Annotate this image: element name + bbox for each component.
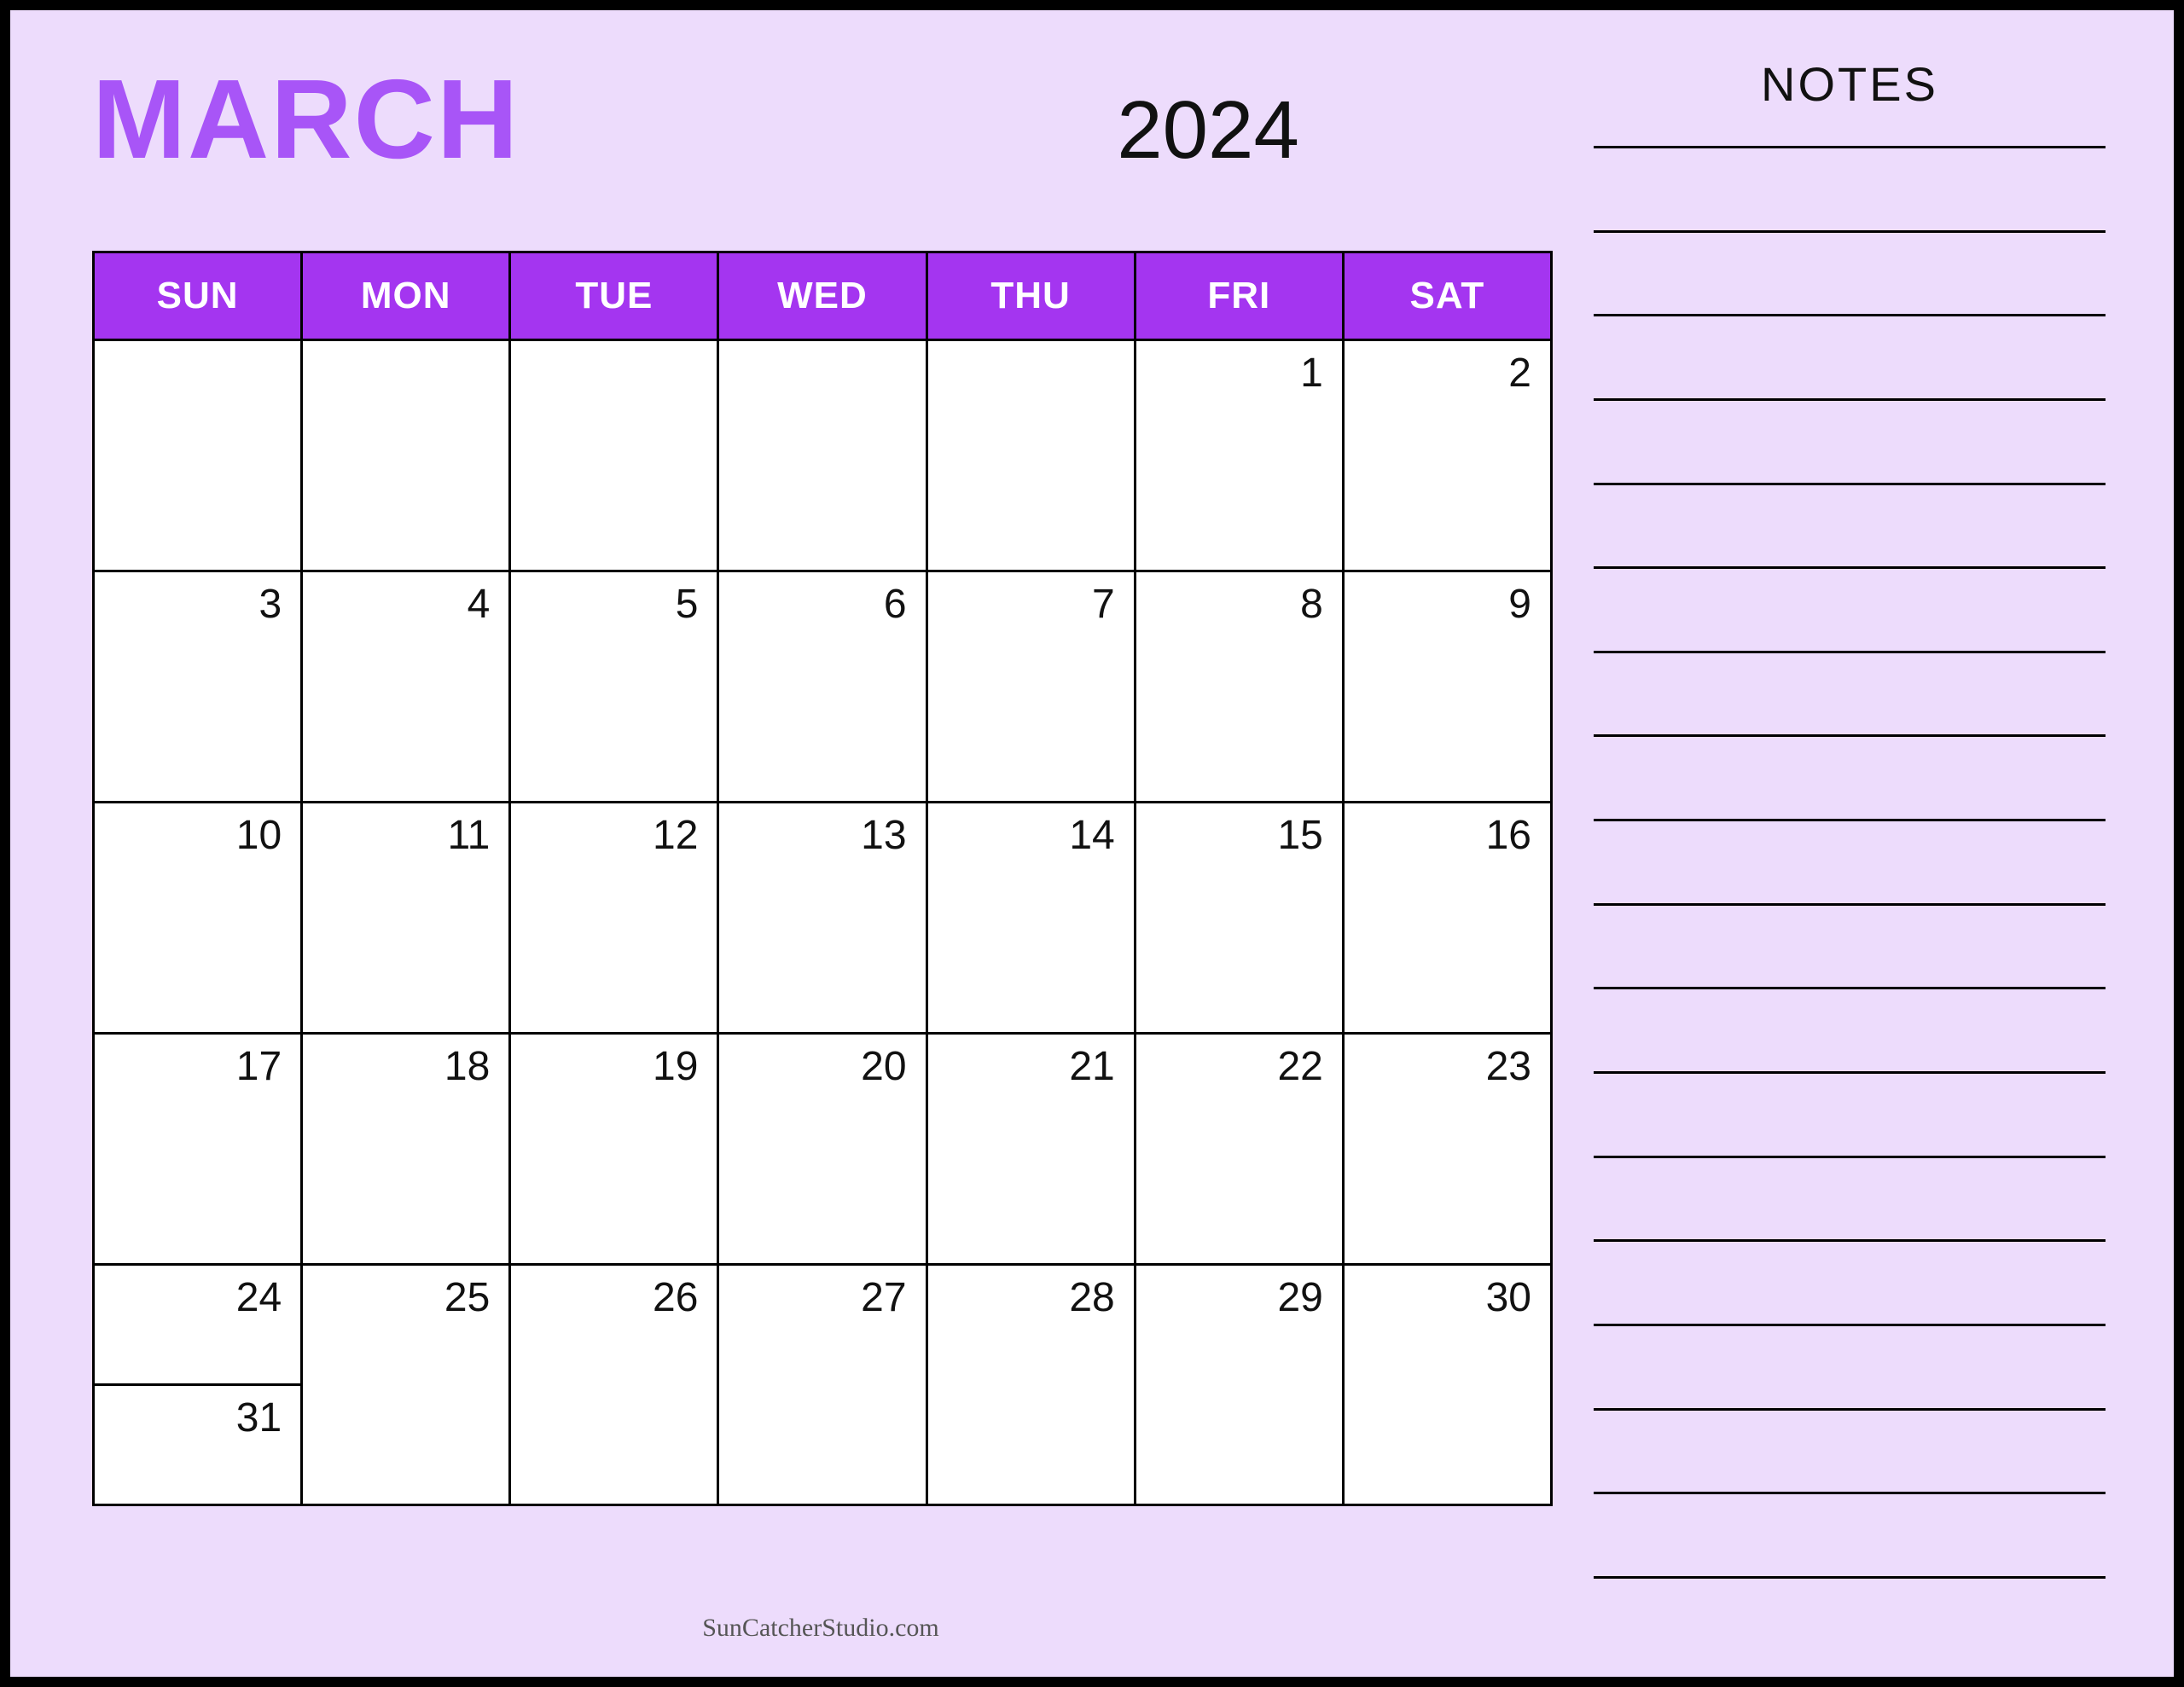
notes-title: NOTES xyxy=(1761,57,1938,111)
day-cell[interactable]: 18 xyxy=(302,1034,510,1265)
note-line[interactable] xyxy=(1594,314,2106,316)
day-cell[interactable] xyxy=(718,340,926,571)
day-cell[interactable]: 4 xyxy=(302,571,510,803)
note-line[interactable] xyxy=(1594,1324,2106,1326)
note-line[interactable] xyxy=(1594,1239,2106,1242)
calendar-week-row xyxy=(94,340,1552,571)
day-cell[interactable]: 1 xyxy=(1135,340,1343,571)
day-cell[interactable]: 15 xyxy=(1135,803,1343,1034)
note-line[interactable] xyxy=(1594,483,2106,485)
calendar-page xyxy=(10,10,2174,1677)
day-cell[interactable]: 14 xyxy=(926,803,1135,1034)
day-cell[interactable]: 19 xyxy=(510,1034,718,1265)
day-cell[interactable] xyxy=(94,340,302,571)
calendar-grid xyxy=(92,251,1553,1506)
calendar-header xyxy=(92,56,1560,191)
day-cell[interactable]: 30 xyxy=(1343,1265,1551,1505)
footer-credit: SunCatcherStudio.com xyxy=(702,1614,939,1642)
day-cell[interactable]: 28 xyxy=(926,1265,1135,1505)
day-cell[interactable]: 2 xyxy=(1343,340,1551,571)
day-cell[interactable]: 22 xyxy=(1135,1034,1343,1265)
weekday-wed: WED xyxy=(718,252,926,340)
note-line[interactable] xyxy=(1594,146,2106,148)
day-cell[interactable]: 16 xyxy=(1343,803,1551,1034)
month-title: MARCH xyxy=(92,56,520,182)
weekday-sun: SUN xyxy=(94,252,302,340)
note-line[interactable] xyxy=(1594,398,2106,401)
day-cell[interactable]: 23 xyxy=(1343,1034,1551,1265)
day-cell[interactable] xyxy=(926,340,1135,571)
note-line[interactable] xyxy=(1594,819,2106,821)
notes-panel xyxy=(1594,56,2106,1609)
day-cell[interactable]: 21 xyxy=(926,1034,1135,1265)
note-line[interactable] xyxy=(1594,734,2106,737)
note-line[interactable] xyxy=(1594,903,2106,906)
calendar-week-row xyxy=(94,1034,1552,1265)
notes-lines xyxy=(1594,146,2106,1579)
day-cell[interactable]: 11 xyxy=(302,803,510,1034)
note-line[interactable] xyxy=(1594,1492,2106,1494)
day-cell[interactable]: 24 xyxy=(94,1265,302,1385)
weekday-thu: THU xyxy=(926,252,1135,340)
note-line[interactable] xyxy=(1594,566,2106,569)
day-cell[interactable]: 7 xyxy=(926,571,1135,803)
weekday-mon: MON xyxy=(302,252,510,340)
weekday-tue: TUE xyxy=(510,252,718,340)
day-cell[interactable]: 10 xyxy=(94,803,302,1034)
day-cell[interactable]: 5 xyxy=(510,571,718,803)
day-cell[interactable]: 26 xyxy=(510,1265,718,1505)
day-cell[interactable] xyxy=(510,340,718,571)
note-line[interactable] xyxy=(1594,987,2106,989)
day-cell[interactable]: 25 xyxy=(302,1265,510,1505)
day-cell[interactable]: 31 xyxy=(94,1385,302,1505)
calendar-week-row xyxy=(94,1265,1552,1385)
note-line[interactable] xyxy=(1594,651,2106,653)
note-line[interactable] xyxy=(1594,1408,2106,1411)
year-title: 2024 xyxy=(1117,84,1299,176)
day-cell[interactable]: 3 xyxy=(94,571,302,803)
day-cell[interactable] xyxy=(302,340,510,571)
day-cell[interactable]: 13 xyxy=(718,803,926,1034)
note-line[interactable] xyxy=(1594,230,2106,233)
day-cell[interactable]: 20 xyxy=(718,1034,926,1265)
note-line[interactable] xyxy=(1594,1576,2106,1579)
day-cell[interactable]: 17 xyxy=(94,1034,302,1265)
day-cell[interactable]: 9 xyxy=(1343,571,1551,803)
day-cell[interactable]: 12 xyxy=(510,803,718,1034)
note-line[interactable] xyxy=(1594,1156,2106,1158)
day-cell[interactable]: 29 xyxy=(1135,1265,1343,1505)
note-line[interactable] xyxy=(1594,1071,2106,1074)
calendar-week-row xyxy=(94,571,1552,803)
weekday-sat: SAT xyxy=(1343,252,1551,340)
weekday-header-row xyxy=(94,252,1552,340)
calendar-week-row xyxy=(94,803,1552,1034)
weekday-fri: FRI xyxy=(1135,252,1343,340)
day-cell[interactable]: 27 xyxy=(718,1265,926,1505)
day-cell[interactable]: 6 xyxy=(718,571,926,803)
day-cell[interactable]: 8 xyxy=(1135,571,1343,803)
